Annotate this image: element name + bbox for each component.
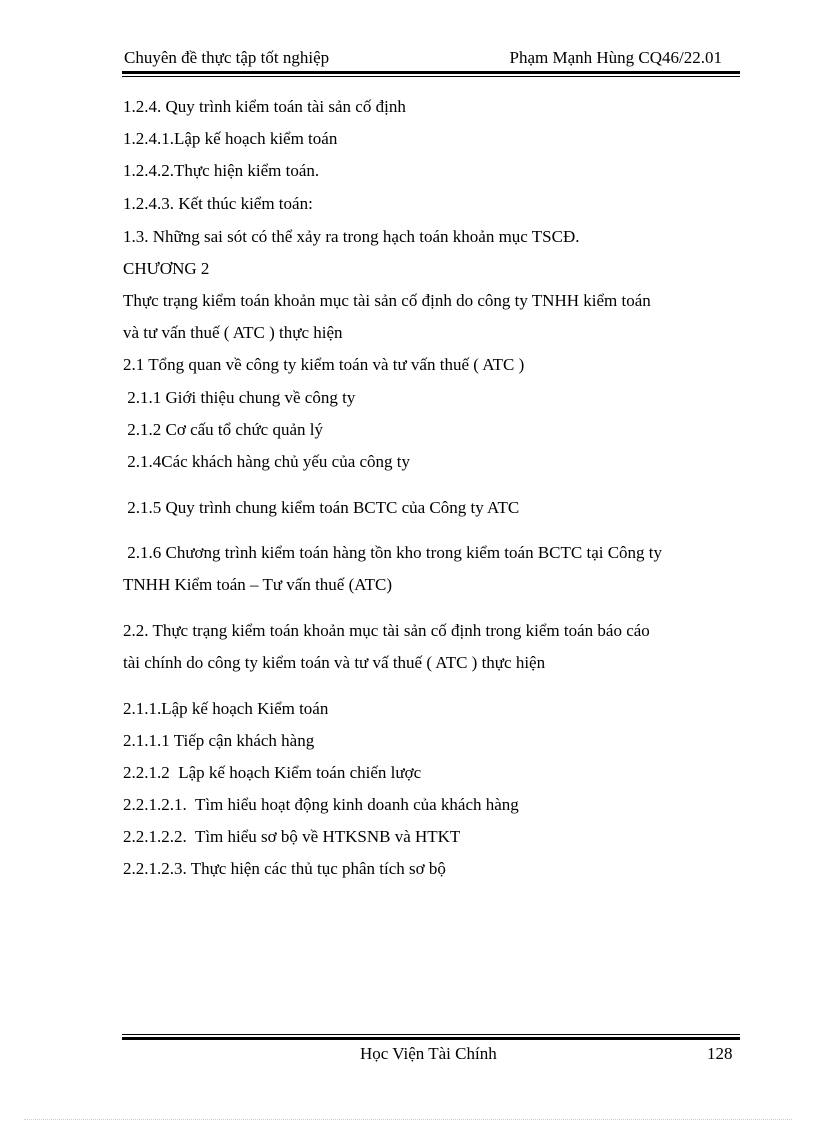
toc-line: 2.1.5 Quy trình chung kiểm toán BCTC của Công ty ATC — [123, 498, 520, 517]
toc-line: 2.1.1.1 Tiếp cận khách hàng — [123, 731, 315, 750]
toc-line: 2.2.1.2.1. Tìm hiểu hoạt động kinh doanh của khách hàng — [123, 795, 519, 814]
toc-line: 2.2.1.2.3. Thực hiện các thủ tục phân tích sơ bộ — [123, 859, 446, 878]
toc-line: 2.2. Thực trạng kiểm toán khoản mục tài sản cố định trong kiểm toán báo cáo — [123, 621, 650, 640]
footer-rule-thick — [122, 1037, 740, 1040]
toc-line: 2.2.1.2 Lập kế hoạch Kiểm toán chiến lược — [123, 763, 422, 782]
footer-rule-thin — [122, 1034, 740, 1035]
toc-line: Thực trạng kiểm toán khoản mục tài sản cố định do công ty TNHH kiểm toán — [123, 291, 651, 310]
toc-line: 2.2.1.2.2. Tìm hiểu sơ bộ về HTKSNB và HTKT — [123, 827, 461, 846]
toc-line: 2.1.1 Giới thiệu chung về công ty — [123, 388, 356, 407]
toc-line: tài chính do công ty kiểm toán và tư vấ thuế ( ATC ) thực hiện — [123, 653, 546, 672]
page-header — [122, 48, 740, 70]
page-edge-dotted-line — [24, 1119, 792, 1120]
toc-line: 2.1 Tổng quan về công ty kiểm toán và tư vấn thuế ( ATC ) — [123, 355, 525, 374]
toc-line: TNHH Kiểm toán – Tư vấn thuế (ATC) — [123, 575, 393, 594]
header-left-title: Chuyên đề thực tập tốt nghiệp — [124, 48, 330, 67]
chapter-heading: CHƯƠNG 2 — [123, 259, 210, 278]
toc-line: 1.2.4. Quy trình kiểm toán tài sản cố định — [123, 97, 406, 116]
toc-line: 2.1.1.Lập kế hoạch Kiểm toán — [123, 699, 329, 718]
toc-line: 1.2.4.2.Thực hiện kiểm toán. — [123, 161, 320, 180]
toc-line: 1.2.4.1.Lập kế hoạch kiểm toán — [123, 129, 338, 148]
toc-line: và tư vấn thuế ( ATC ) thực hiện — [123, 323, 343, 342]
toc-line: 2.1.2 Cơ cấu tổ chức quản lý — [123, 420, 323, 439]
header-rule-thick — [122, 71, 740, 74]
toc-line: 2.1.4Các khách hàng chủ yếu của công ty — [123, 452, 411, 471]
page-number: 128 — [707, 1044, 733, 1063]
toc-line: 1.2.4.3. Kết thúc kiểm toán: — [123, 194, 313, 213]
toc-line: 2.1.6 Chương trình kiểm toán hàng tồn kho trong kiểm toán BCTC tại Công ty — [123, 543, 663, 562]
footer-institution: Học Viện Tài Chính — [360, 1044, 497, 1063]
header-author: Phạm Mạnh Hùng CQ46/22.01 — [509, 48, 722, 67]
header-rule-thin — [122, 76, 740, 77]
toc-line: 1.3. Những sai sót có thể xảy ra trong hạch toán khoản mục TSCĐ. — [123, 227, 580, 246]
